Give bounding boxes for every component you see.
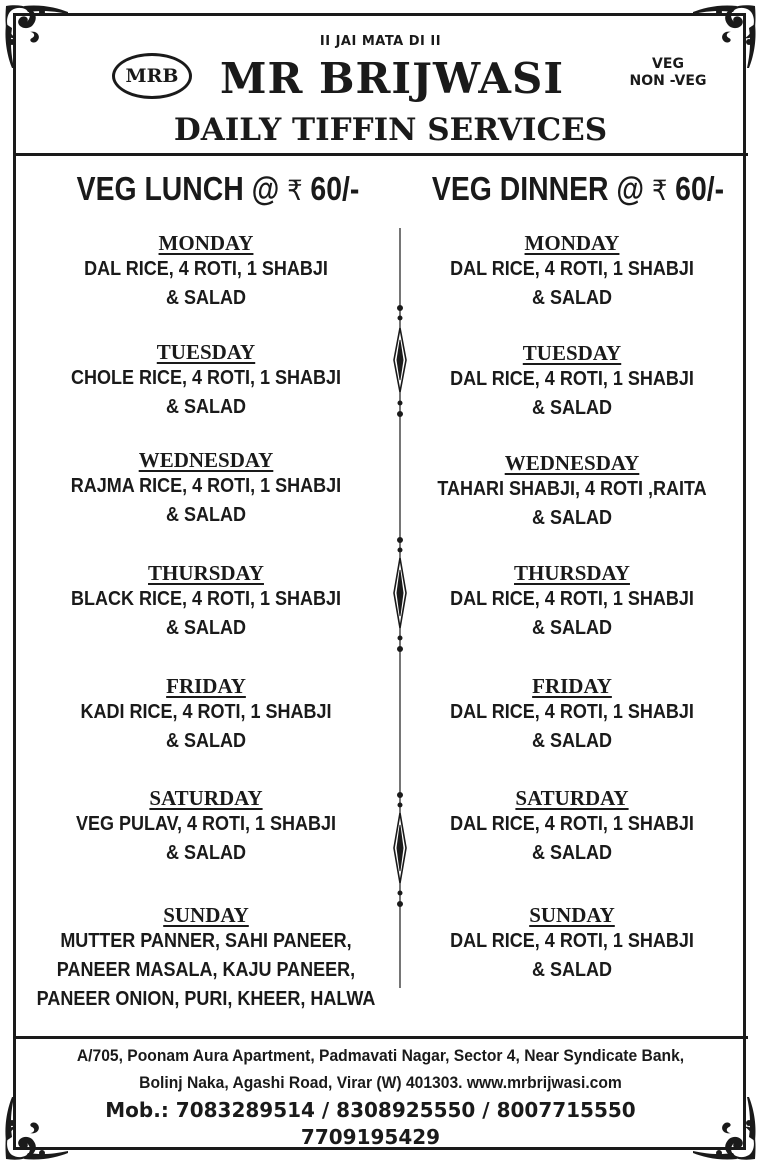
lunch-day-tuesday [16,340,396,422]
menu-items: DAL RICE, 4 ROTI, 1 SHABJI & SALAD [450,588,694,639]
day-name: MONDAY [524,231,620,255]
dinner-day-monday [382,231,761,313]
day-name: WEDNESDAY [504,451,640,475]
menu-items: DAL RICE, 4 ROTI, 1 SHABJI & SALAD [450,930,694,981]
day-name: WEDNESDAY [138,448,274,472]
day-name: MONDAY [158,231,254,255]
dinner-day-friday [382,674,761,756]
dinner-day-sunday [382,903,761,985]
veg-label: VEG [652,56,684,72]
day-name: SUNDAY [529,903,615,927]
mobile-numbers-continued: 7709195429 [300,1125,441,1149]
header-divider [13,153,748,156]
lunch-price: 60/- [302,170,360,207]
menu-items: MUTTER PANNER, SAHI PANEER, PANEER MASALA, KAJU PANEER, PANEER ONION, PURI, KHEER, HALWA [36,930,376,1010]
lunch-heading-prefix: VEG LUNCH @ [76,170,288,207]
menu-items: BLACK RICE, 4 ROTI, 1 SHABJI & SALAD [70,588,342,639]
day-name: SATURDAY [149,786,263,810]
day-name: SUNDAY [163,903,249,927]
menu-items: DAL RICE, 4 ROTI, 1 SHABJI & SALAD [84,258,328,309]
dinner-day-tuesday [382,341,761,423]
address-line-1: A/705, Poonam Aura Apartment, Padmavati Nagar, Sector 4, Near Syndicate Bank, [76,1046,685,1065]
dinner-price: 60/- [667,170,725,207]
day-name: FRIDAY [166,674,246,698]
dinner-day-wednesday [382,451,761,533]
menu-items: DAL RICE, 4 ROTI, 1 SHABJI & SALAD [450,258,694,309]
lunch-day-thursday [16,561,396,643]
lunch-heading [55,170,382,208]
day-name: TUESDAY [522,341,622,365]
dinner-heading-prefix: VEG DINNER @ [431,170,652,207]
menu-items: TAHARI SHABJI, 4 ROTI ,RAITA & SALAD [437,478,707,529]
menu-items: KADI RICE, 4 ROTI, 1 SHABJI & SALAD [80,701,332,752]
day-name: FRIDAY [532,674,612,698]
dinner-day-saturday [382,786,761,868]
menu-items: DAL RICE, 4 ROTI, 1 SHABJI & SALAD [450,813,694,864]
lunch-day-sunday [16,903,396,1014]
menu-items: RAJMA RICE, 4 ROTI, 1 SHABJI & SALAD [70,475,342,526]
lunch-day-monday [16,231,396,313]
day-name: TUESDAY [156,340,256,364]
footer-divider [13,1036,748,1039]
dinner-heading [415,170,742,208]
veg-nonveg-label [616,56,720,90]
menu-items: DAL RICE, 4 ROTI, 1 SHABJI & SALAD [450,368,694,419]
lunch-day-wednesday [16,448,396,530]
rupee-icon: ₹ [287,175,303,206]
tagline: II JAI MATA DI II [319,34,442,49]
address-line-2: Bolinj Naka, Agashi Road, Virar (W) 401303. www.mrbrijwasi.com [139,1073,622,1092]
nonveg-label: NON -VEG [629,73,707,89]
mobile-numbers: Mob.: 7083289514 / 8308925550 / 8007715550 [105,1098,636,1122]
day-name: THURSDAY [514,561,630,585]
lunch-day-friday [16,674,396,756]
rupee-icon: ₹ [651,175,668,206]
logo: MRB [112,53,192,99]
menu-items: CHOLE RICE, 4 ROTI, 1 SHABJI & SALAD [70,367,342,418]
menu-items: VEG PULAV, 4 ROTI, 1 SHABJI & SALAD [75,813,337,864]
menu-items: DAL RICE, 4 ROTI, 1 SHABJI & SALAD [450,701,694,752]
page-subtitle: DAILY TIFFIN SERVICES [173,112,608,148]
brand-name: MR BRIJWASI [220,54,564,103]
dinner-day-thursday [382,561,761,643]
lunch-day-saturday [16,786,396,868]
day-name: SATURDAY [515,786,629,810]
day-name: THURSDAY [148,561,264,585]
